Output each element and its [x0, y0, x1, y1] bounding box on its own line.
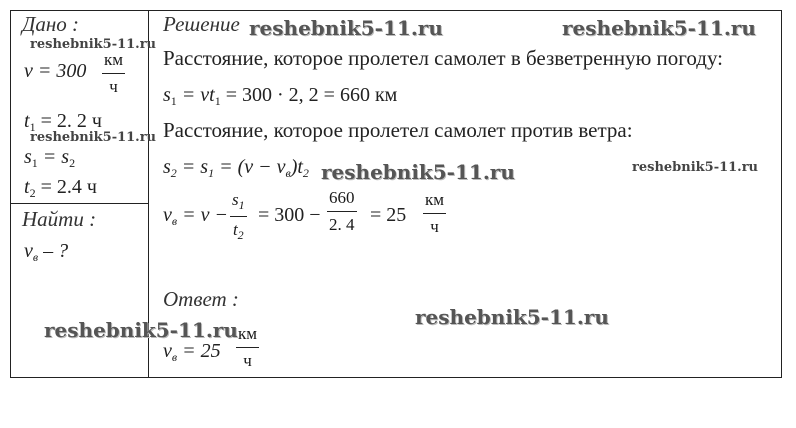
answer-unit: км ч	[238, 324, 258, 370]
watermark: reshebnik5-11.ru	[44, 318, 238, 342]
equation-3-result: = 25	[370, 204, 407, 226]
fraction-s1-t2: $s_1$ $t_2$	[232, 190, 245, 242]
find-label: Найти :	[22, 207, 97, 231]
equation-3-left: $v_в = v$ −	[163, 204, 228, 228]
find-target: $v_в$ – ?	[24, 240, 69, 264]
given-label: Дано :	[22, 12, 80, 36]
watermark: reshebnik5-11.ru	[415, 305, 609, 329]
given-velocity: v = 300	[24, 60, 87, 82]
solution-text-1: Расстояние, которое пролетел самолет в безветренную погоду:	[163, 46, 724, 70]
answer-value: $v_в = 25$	[163, 340, 221, 364]
unit-numerator: км	[104, 50, 124, 69]
solution-text-2: Расстояние, которое пролетел самолет против ветра:	[163, 118, 633, 142]
watermark: reshebnik5-11.ru	[30, 37, 157, 52]
watermark: reshebnik5-11.ru	[632, 160, 759, 175]
watermark: reshebnik5-11.ru	[321, 160, 515, 184]
unit-denominator: ч	[109, 77, 118, 96]
given-velocity-unit	[102, 50, 125, 97]
watermark: reshebnik5-11.ru	[30, 130, 157, 145]
equation-3-mid: = 300 −	[258, 204, 321, 226]
equation-2: $s_2 = s_1 = (v - v_в)t_2$	[163, 156, 309, 180]
given-t1: $t_1 = 2$. 2 ч	[24, 110, 102, 134]
equation-3-unit: км ч	[425, 190, 445, 236]
given-find-divider	[10, 203, 149, 204]
watermark: reshebnik5-11.ru	[562, 16, 756, 40]
fraction-bar	[102, 73, 125, 74]
fraction-660-2-4: 660 2. 4	[329, 188, 355, 234]
answer-label: Ответ :	[163, 287, 239, 311]
given-t2: $t_2 = 2.4$ ч	[24, 176, 97, 200]
given-distance-equality: $s_1 = s_2$	[24, 146, 76, 170]
solution-label: Решение	[163, 12, 240, 36]
watermark: reshebnik5-11.ru	[249, 16, 443, 40]
equation-1: $s_1 = vt_1 = 300 \cdot 2$, 2 = 660 км	[163, 84, 398, 108]
